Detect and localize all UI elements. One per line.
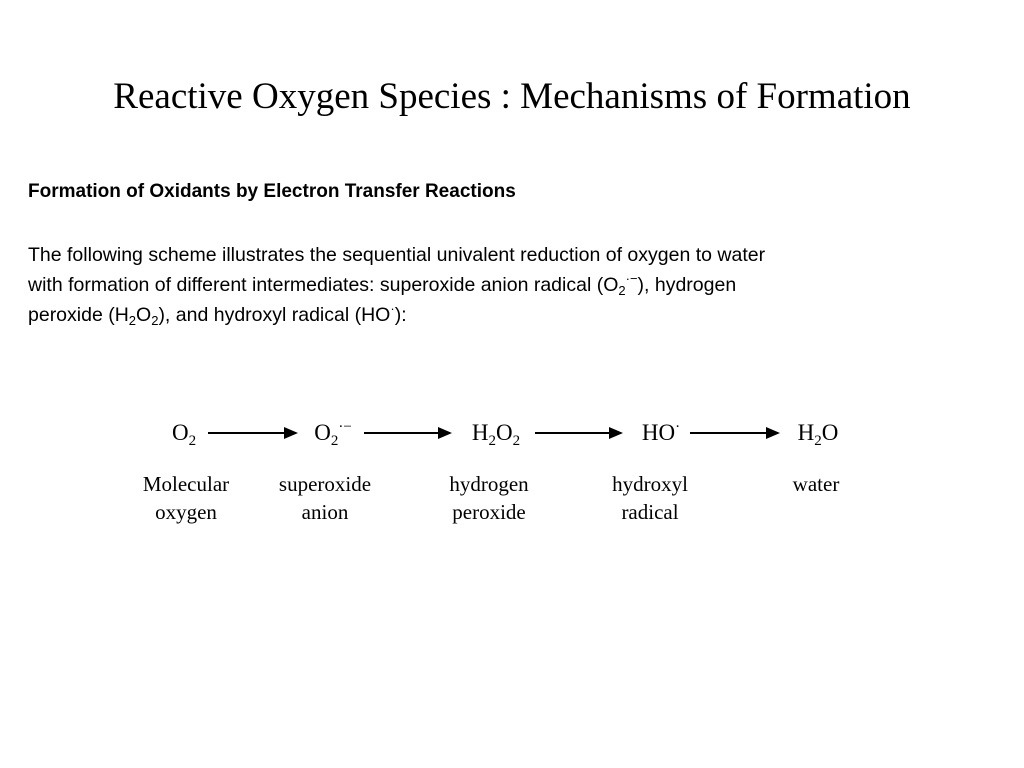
species-symbol: O (314, 420, 331, 445)
caption-line: anion (301, 500, 349, 524)
section-heading: Formation of Oxidants by Electron Transfer Reactions (28, 181, 516, 202)
superscript: ·− (338, 419, 352, 435)
subscript: 2 (188, 433, 197, 449)
superscript: · (675, 419, 681, 435)
species-symbol: HO (641, 420, 676, 445)
species-water (798, 418, 839, 448)
intro-text: with formation of different intermediates: superoxide anion radical (O (28, 274, 619, 296)
caption-line: hydrogen (449, 472, 529, 496)
caption-line: oxygen (155, 500, 217, 524)
arrow-right-icon (364, 432, 450, 434)
slide-title: Reactive Oxygen Species : Mechanisms of Formation (113, 76, 911, 117)
subscript: 2 (512, 433, 521, 449)
intro-text: The following scheme illustrates the sequential univalent reduction of oxygen to water (28, 244, 766, 266)
species-symbol: H (797, 420, 815, 445)
subscript: 2 (128, 313, 137, 328)
intro-text: O (136, 304, 152, 326)
caption-line: radical (621, 500, 679, 524)
caption-line: hydroxyl (612, 472, 688, 496)
subscript: 2 (618, 283, 626, 298)
species-symbol: O (821, 420, 839, 445)
caption-hydrogen-peroxide (419, 470, 559, 526)
intro-text: ): (394, 304, 407, 326)
species-hydroxyl (642, 418, 680, 448)
superscript: ·− (625, 271, 638, 286)
caption-molecular-oxygen (116, 470, 256, 526)
subscript: 2 (330, 433, 339, 449)
caption-line: peroxide (452, 500, 526, 524)
caption-water (746, 470, 886, 498)
species-symbol: H (471, 420, 489, 445)
subscript: 2 (488, 433, 496, 449)
caption-line: water (792, 472, 840, 496)
superscript: · (390, 301, 395, 316)
arrow-right-icon (535, 432, 621, 434)
arrow-right-icon (208, 432, 296, 434)
caption-line: Molecular (142, 472, 230, 496)
caption-hydroxyl-radical (580, 470, 720, 526)
intro-text: ), and hydroxyl radical (HO (158, 304, 391, 326)
species-symbol: O (496, 420, 513, 445)
species-hydrogen-peroxide (472, 418, 520, 448)
intro-text: ), hydrogen (637, 274, 737, 296)
intro-text: peroxide (H (28, 304, 129, 326)
subscript: 2 (814, 433, 822, 449)
species-symbol: O (171, 420, 189, 445)
species-oxygen (172, 418, 196, 448)
caption-line: superoxide (278, 472, 372, 496)
arrow-right-icon (690, 432, 778, 434)
species-superoxide (314, 418, 352, 448)
subscript: 2 (151, 313, 159, 328)
caption-superoxide-anion (255, 470, 395, 526)
